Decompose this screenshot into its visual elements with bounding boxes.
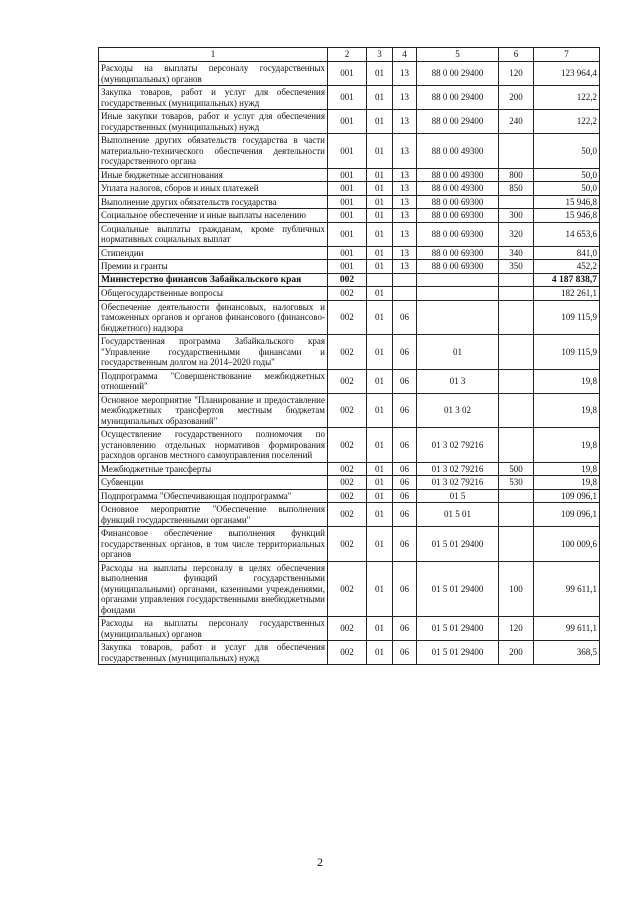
ministry-code-cell: 001 [328,86,367,110]
amount-cell: 841,0 [534,246,600,260]
ministry-code-cell: 002 [328,641,367,665]
table-row [99,168,600,182]
row-name-cell: Премии и гранты [99,260,328,274]
ministry-code-cell: 002 [328,561,367,617]
section-code-cell: 01 [367,561,393,617]
row-name-cell: Субвенции [99,476,328,490]
amount-cell: 4 187 838,7 [534,273,600,287]
table-row [99,393,600,428]
section-code-cell: 01 [367,503,393,527]
target-article-cell: 01 [417,335,499,370]
target-article-cell: 88 0 00 69300 [417,195,499,209]
amount-cell: 19,8 [534,428,600,463]
subsection-code-cell: 06 [393,617,417,641]
amount-cell: 109 115,9 [534,300,600,335]
ministry-code-cell: 002 [328,273,367,287]
target-article-cell: 88 0 00 69300 [417,222,499,246]
section-code-cell: 01 [367,476,393,490]
amount-cell: 99 611,1 [534,561,600,617]
header-cell: 1 [99,48,328,62]
ministry-code-cell: 002 [328,527,367,562]
table-row [99,503,600,527]
target-article-cell: 88 0 00 29400 [417,86,499,110]
section-code-cell: 01 [367,222,393,246]
section-code-cell: 01 [367,393,393,428]
subsection-code-cell: 13 [393,260,417,274]
row-name-cell: Расходы на выплаты персоналу государственных (муниципальных) органов [99,617,328,641]
section-code-cell: 01 [367,260,393,274]
expense-type-cell: 120 [499,62,534,86]
expense-type-cell: 530 [499,476,534,490]
target-article-cell [417,287,499,301]
section-code-cell: 01 [367,246,393,260]
table-row [99,273,600,287]
target-article-cell: 88 0 00 49300 [417,168,499,182]
table-row [99,86,600,110]
section-code-cell: 01 [367,462,393,476]
target-article-cell: 88 0 00 69300 [417,260,499,274]
row-name-cell: Расходы на выплаты персоналу государственных (муниципальных) органов [99,62,328,86]
header-cell: 7 [534,48,600,62]
section-code-cell: 01 [367,182,393,196]
section-code-cell: 01 [367,428,393,463]
ministry-code-cell: 002 [328,489,367,503]
target-article-cell: 01 3 02 79216 [417,476,499,490]
amount-cell: 15 946,8 [534,195,600,209]
ministry-code-cell: 001 [328,246,367,260]
amount-cell: 50,0 [534,168,600,182]
expense-type-cell: 350 [499,260,534,274]
subsection-code-cell: 13 [393,209,417,223]
header-cell: 3 [367,48,393,62]
expense-type-cell: 300 [499,209,534,223]
target-article-cell: 01 3 02 [417,393,499,428]
subsection-code-cell: 13 [393,222,417,246]
expense-type-cell [499,300,534,335]
amount-cell: 100 009,6 [534,527,600,562]
subsection-code-cell: 13 [393,134,417,169]
target-article-cell: 88 0 00 69300 [417,209,499,223]
target-article-cell: 01 5 01 29400 [417,527,499,562]
section-code-cell: 01 [367,110,393,134]
row-name-cell: Общегосударственные вопросы [99,287,328,301]
row-name-cell: Иные закупки товаров, работ и услуг для обеспечения государственных (муниципальных) нужд [99,110,328,134]
table-row [99,260,600,274]
row-name-cell: Социальное обеспечение и иные выплаты населению [99,209,328,223]
target-article-cell: 01 3 [417,369,499,393]
target-article-cell [417,300,499,335]
ministry-code-cell: 001 [328,134,367,169]
row-name-cell: Министерство финансов Забайкальского края [99,273,328,287]
subsection-code-cell: 13 [393,86,417,110]
expense-type-cell: 200 [499,641,534,665]
table-row [99,209,600,223]
expense-type-cell: 120 [499,617,534,641]
table-row [99,476,600,490]
subsection-code-cell: 13 [393,110,417,134]
subsection-code-cell: 13 [393,195,417,209]
target-article-cell: 01 3 02 79216 [417,428,499,463]
table-row [99,489,600,503]
ministry-code-cell: 002 [328,300,367,335]
row-name-cell: Подпрограмма "Совершенствование межбюджетных отношений" [99,369,328,393]
ministry-code-cell: 001 [328,209,367,223]
table-row [99,110,600,134]
table-row [99,62,600,86]
amount-cell: 122,2 [534,86,600,110]
row-name-cell: Подпрограмма "Обеспечивающая подпрограмма" [99,489,328,503]
section-code-cell: 01 [367,62,393,86]
table-row [99,246,600,260]
row-name-cell: Осуществление государственного полномочия по установлению отдельных нормативов формирования расходов органов местного самоуправления поселений [99,428,328,463]
subsection-code-cell: 06 [393,489,417,503]
subsection-code-cell [393,273,417,287]
subsection-code-cell: 13 [393,168,417,182]
table-row [99,134,600,169]
amount-cell: 452,2 [534,260,600,274]
expense-type-cell: 200 [499,86,534,110]
subsection-code-cell: 06 [393,300,417,335]
row-name-cell: Иные бюджетные ассигнования [99,168,328,182]
subsection-code-cell: 13 [393,62,417,86]
amount-cell: 14 653,6 [534,222,600,246]
ministry-code-cell: 002 [328,335,367,370]
target-article-cell: 01 5 [417,489,499,503]
section-code-cell: 01 [367,134,393,169]
row-name-cell: Межбюджетные трансферты [99,462,328,476]
expense-type-cell: 240 [499,110,534,134]
subsection-code-cell: 13 [393,182,417,196]
row-name-cell: Основное мероприятие "Обеспечение выполнения функций государственными органами" [99,503,328,527]
subsection-code-cell: 13 [393,246,417,260]
subsection-code-cell: 06 [393,335,417,370]
target-article-cell: 01 5 01 29400 [417,641,499,665]
expense-type-cell [499,335,534,370]
row-name-cell: Социальные выплаты гражданам, кроме публичных нормативных социальных выплат [99,222,328,246]
amount-cell: 182 261,1 [534,287,600,301]
subsection-code-cell: 06 [393,527,417,562]
table-row [99,335,600,370]
subsection-code-cell: 06 [393,369,417,393]
section-code-cell: 01 [367,287,393,301]
section-code-cell: 01 [367,527,393,562]
amount-cell: 19,8 [534,393,600,428]
expense-type-cell [499,428,534,463]
amount-cell: 123 964,4 [534,62,600,86]
table-row [99,428,600,463]
amount-cell: 19,8 [534,462,600,476]
subsection-code-cell: 06 [393,503,417,527]
amount-cell: 19,8 [534,476,600,490]
expense-type-cell [499,369,534,393]
ministry-code-cell: 001 [328,222,367,246]
amount-cell: 109 096,1 [534,489,600,503]
row-name-cell: Государственная программа Забайкальского края "Управление государственными финансами и государственным долгом на 2014–2020 годы" [99,335,328,370]
row-name-cell: Финансовое обеспечение выполнения функций государственных органов, в том числе территориальных органов [99,527,328,562]
expense-type-cell [499,273,534,287]
row-name-cell: Выполнение других обязательств государства в части материально-технического обеспечения деятельности государственного органа [99,134,328,169]
expense-type-cell [499,287,534,301]
table-row [99,222,600,246]
row-name-cell: Уплата налогов, сборов и иных платежей [99,182,328,196]
table-row [99,182,600,196]
amount-cell: 15 946,8 [534,209,600,223]
section-code-cell: 01 [367,195,393,209]
amount-cell: 109 115,9 [534,335,600,370]
ministry-code-cell: 001 [328,62,367,86]
ministry-code-cell: 001 [328,168,367,182]
expense-type-cell [499,134,534,169]
section-code-cell: 01 [367,300,393,335]
ministry-code-cell: 002 [328,617,367,641]
row-name-cell: Расходы на выплаты персоналу в целях обеспечения выполнения функций государственными (муниципальными) органами, казенными учреждениями, органами управления государственными внебюджетными фондами [99,561,328,617]
section-code-cell [367,273,393,287]
subsection-code-cell: 06 [393,428,417,463]
target-article-cell: 88 0 00 69300 [417,246,499,260]
amount-cell: 122,2 [534,110,600,134]
budget-table-sheet [98,47,599,665]
amount-cell: 109 096,1 [534,503,600,527]
header-cell: 6 [499,48,534,62]
target-article-cell: 01 5 01 29400 [417,561,499,617]
amount-cell: 19,8 [534,369,600,393]
table-row [99,369,600,393]
table-header-row [99,48,600,62]
amount-cell: 50,0 [534,182,600,196]
subsection-code-cell: 06 [393,476,417,490]
ministry-code-cell: 001 [328,110,367,134]
expense-type-cell [499,503,534,527]
table-row [99,462,600,476]
ministry-code-cell: 002 [328,287,367,301]
target-article-cell: 01 5 01 [417,503,499,527]
header-cell: 2 [328,48,367,62]
section-code-cell: 01 [367,369,393,393]
table-row [99,561,600,617]
subsection-code-cell: 06 [393,393,417,428]
expense-type-cell: 100 [499,561,534,617]
target-article-cell: 01 5 01 29400 [417,617,499,641]
expense-type-cell: 800 [499,168,534,182]
budget-table [98,47,600,665]
section-code-cell: 01 [367,489,393,503]
section-code-cell: 01 [367,335,393,370]
expense-type-cell [499,527,534,562]
target-article-cell: 88 0 00 29400 [417,110,499,134]
subsection-code-cell: 06 [393,561,417,617]
section-code-cell: 01 [367,86,393,110]
ministry-code-cell: 002 [328,369,367,393]
table-row [99,527,600,562]
target-article-cell: 01 3 02 79216 [417,462,499,476]
row-name-cell: Выполнение других обязательств государства [99,195,328,209]
target-article-cell: 88 0 00 49300 [417,182,499,196]
amount-cell: 50,0 [534,134,600,169]
amount-cell: 368,5 [534,641,600,665]
target-article-cell [417,273,499,287]
amount-cell: 99 611,1 [534,617,600,641]
section-code-cell: 01 [367,168,393,182]
table-row [99,617,600,641]
expense-type-cell: 850 [499,182,534,196]
expense-type-cell [499,393,534,428]
section-code-cell: 01 [367,617,393,641]
target-article-cell: 88 0 00 29400 [417,62,499,86]
table-row [99,195,600,209]
expense-type-cell [499,195,534,209]
page-number: 2 [317,855,323,869]
table-row [99,300,600,335]
subsection-code-cell [393,287,417,301]
expense-type-cell: 320 [499,222,534,246]
row-name-cell: Стипендии [99,246,328,260]
ministry-code-cell: 002 [328,476,367,490]
expense-type-cell: 500 [499,462,534,476]
row-name-cell: Закупка товаров, работ и услуг для обеспечения государственных (муниципальных) нужд [99,86,328,110]
ministry-code-cell: 002 [328,428,367,463]
ministry-code-cell: 002 [328,503,367,527]
ministry-code-cell: 001 [328,195,367,209]
row-name-cell: Основное мероприятие "Планирование и предоставление межбюджетных трансфертов местным бюджетам муниципальных образований" [99,393,328,428]
subsection-code-cell: 06 [393,641,417,665]
table-row [99,641,600,665]
subsection-code-cell: 06 [393,462,417,476]
ministry-code-cell: 001 [328,260,367,274]
section-code-cell: 01 [367,641,393,665]
section-code-cell: 01 [367,209,393,223]
table-row [99,287,600,301]
row-name-cell: Закупка товаров, работ и услуг для обеспечения государственных (муниципальных) нужд [99,641,328,665]
expense-type-cell: 340 [499,246,534,260]
ministry-code-cell: 002 [328,393,367,428]
target-article-cell: 88 0 00 49300 [417,134,499,169]
expense-type-cell [499,489,534,503]
row-name-cell: Обеспечение деятельности финансовых, налоговых и таможенных органов и органов финансового (финансово-бюджетного) надзора [99,300,328,335]
ministry-code-cell: 002 [328,462,367,476]
header-cell: 5 [417,48,499,62]
ministry-code-cell: 001 [328,182,367,196]
header-cell: 4 [393,48,417,62]
